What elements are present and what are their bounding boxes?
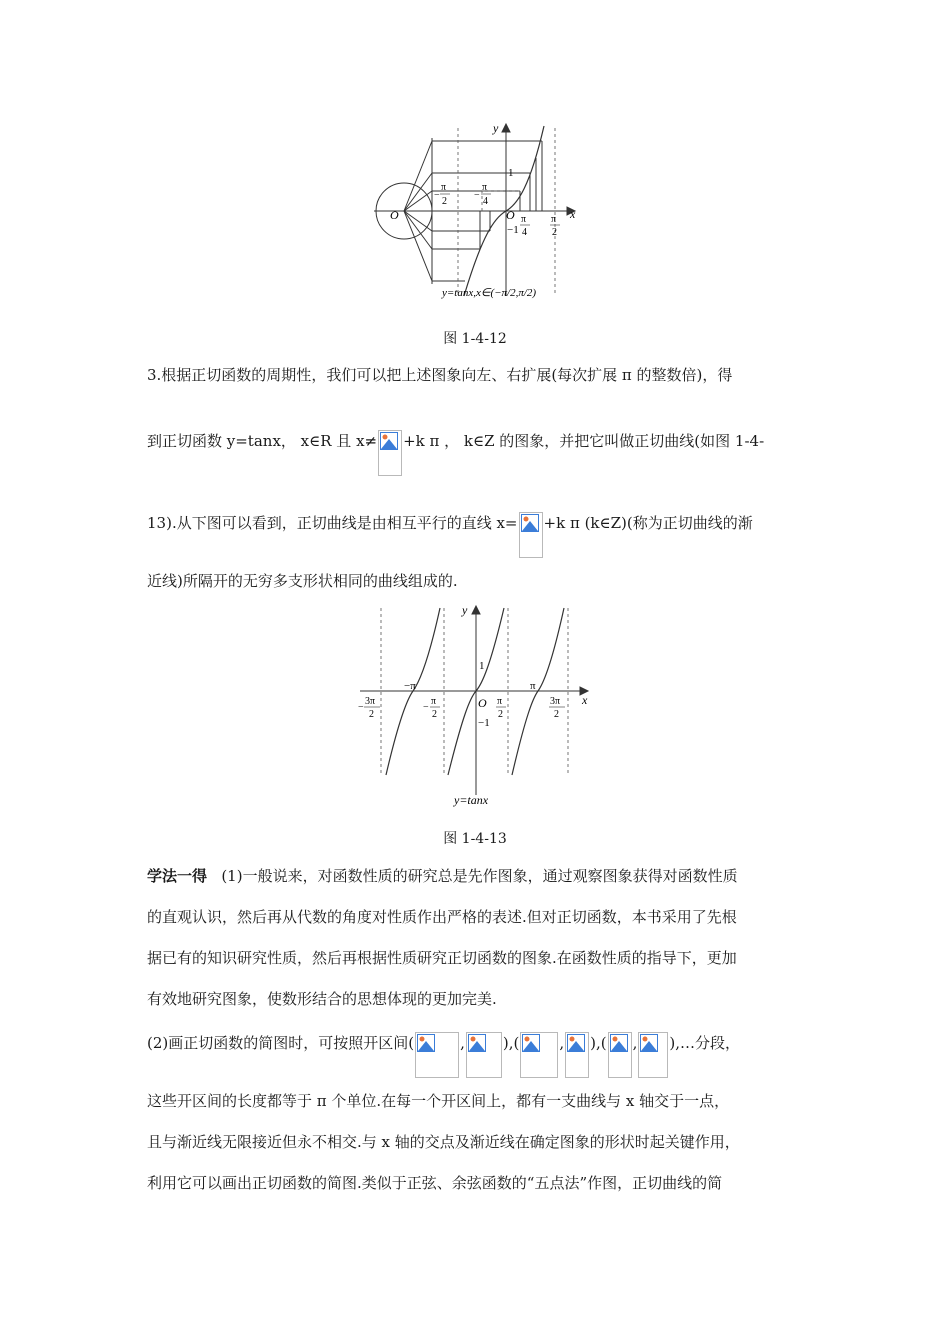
- broken-image-placeholder: [565, 1032, 589, 1078]
- svg-text:2: 2: [552, 227, 557, 238]
- para3-line2: 到正切函数 y=tanx， x∈R 且 x≠ +k π ， k∈Z 的图象，并把它叫做正切曲线(如图 1-4-: [147, 430, 764, 476]
- label-neg1: −1: [478, 717, 490, 729]
- study-line2: 的直观认识，然后再从代数的角度对性质作出严格的表述.但对正切函数，本书采用了先根: [147, 908, 737, 926]
- figure1-caption: 图 1-4-12: [443, 331, 507, 347]
- broken-image-placeholder: [378, 430, 402, 476]
- broken-image-icon: [567, 1034, 585, 1052]
- svg-text:2: 2: [442, 196, 447, 207]
- label-x: x: [570, 207, 576, 221]
- study-line3: 据已有的知识研究性质，然后再根据性质研究正切函数的图象.在函数性质的指导下，更加: [147, 949, 737, 967]
- broken-image-icon: [522, 1034, 540, 1052]
- svg-text:−: −: [358, 702, 364, 713]
- label-o: O: [506, 208, 515, 222]
- label-1: 1: [508, 167, 514, 179]
- svg-text:π: π: [497, 696, 503, 707]
- para3-line4: 近线)所隔开的无穷多支形状相同的曲线组成的.: [147, 572, 458, 590]
- label-pi: π: [530, 680, 536, 692]
- function-label-2: y=tanx: [454, 793, 489, 807]
- label-1: 1: [479, 660, 485, 672]
- study-p2-line2: 这些开区间的长度都等于 π 个单位.在每一个开区间上，都有一支曲线与 x 轴交于一点，: [147, 1092, 730, 1110]
- svg-text:3π: 3π: [365, 696, 376, 707]
- svg-text:π: π: [521, 214, 527, 225]
- svg-text:−: −: [423, 702, 429, 713]
- study-p2-line3: 且与渐近线无限接近但永不相交.与 x 轴的交点及渐近线在确定图象的形状时起关键作用，: [147, 1133, 740, 1151]
- figure-tan-unit-circle: [370, 118, 590, 308]
- svg-text:π: π: [441, 182, 447, 193]
- broken-image-placeholder: [520, 1032, 558, 1078]
- svg-text:π: π: [482, 182, 488, 193]
- svg-text:4: 4: [483, 196, 488, 207]
- study-p2-line1: (2)画正切函数的简图时，可按照开区间( , ),( , ),( , ),…分段，: [147, 1032, 740, 1078]
- svg-text:−: −: [434, 190, 440, 201]
- study-line4: 有效地研究图象，使数形结合的思想体现的更加完美.: [147, 990, 497, 1008]
- svg-text:π: π: [551, 214, 557, 225]
- function-label-1: y=tanx,x∈(−π/2,π/2): [442, 287, 537, 299]
- figure2-caption: 图 1-4-13: [443, 831, 507, 847]
- label-o: O: [478, 696, 487, 710]
- label-neg-pi: −π: [404, 680, 416, 692]
- svg-text:2: 2: [432, 709, 437, 720]
- broken-image-placeholder: [608, 1032, 632, 1078]
- label-x: x: [582, 693, 588, 707]
- label-neg1: −1: [507, 224, 519, 236]
- para3-line1: 3.根据正切函数的周期性，我们可以把上述图象向左、右扩展(每次扩展 π 的整数倍)，得: [147, 366, 733, 384]
- svg-text:4: 4: [522, 227, 527, 238]
- broken-image-placeholder: [519, 512, 543, 558]
- label-y: y: [462, 603, 468, 617]
- study-heading: 学法一得: [147, 867, 208, 885]
- label-o1: O: [390, 208, 399, 222]
- para3-line3: 13).从下图可以看到，正切曲线是由相互平行的直线 x= +k π (k∈Z)(称为正切曲线的渐: [147, 512, 753, 558]
- figure-tan-curve: [350, 600, 600, 810]
- broken-image-icon: [610, 1034, 628, 1052]
- broken-image-placeholder: [638, 1032, 668, 1078]
- broken-image-icon: [468, 1034, 486, 1052]
- label-y: y: [493, 121, 499, 135]
- broken-image-icon: [640, 1034, 658, 1052]
- broken-image-placeholder: [466, 1032, 502, 1078]
- svg-text:π: π: [431, 696, 437, 707]
- broken-image-placeholder: [415, 1032, 459, 1078]
- broken-image-icon: [417, 1034, 435, 1052]
- broken-image-icon: [521, 514, 539, 532]
- svg-text:−: −: [474, 190, 480, 201]
- study-p2-line4: 利用它可以画出正切函数的简图.类似于正弦、余弦函数的“五点法”作图，正切曲线的简: [147, 1174, 723, 1192]
- svg-text:2: 2: [369, 709, 374, 720]
- svg-text:2: 2: [498, 709, 503, 720]
- broken-image-icon: [380, 432, 398, 450]
- svg-text:3π: 3π: [550, 696, 561, 707]
- svg-text:2: 2: [554, 709, 559, 720]
- study-line1: 学法一得 (1)一般说来，对函数性质的研究总是先作图象，通过观察图象获得对函数性质: [147, 867, 738, 885]
